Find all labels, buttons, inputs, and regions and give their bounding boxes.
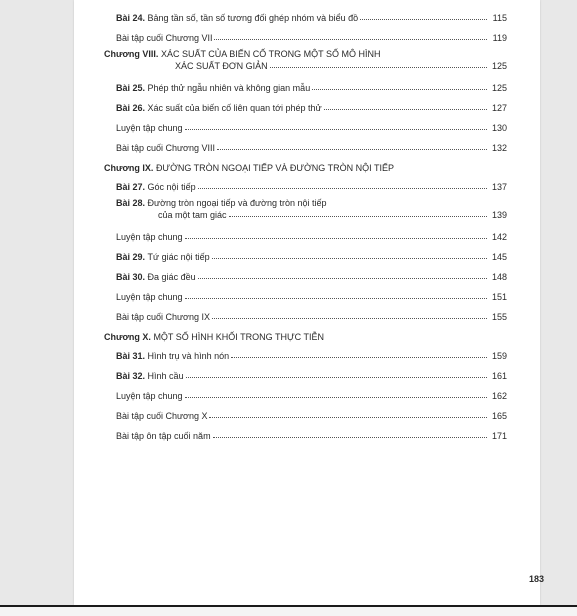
toc-page-number: 171 bbox=[491, 431, 507, 441]
toc-title: Góc nội tiếp bbox=[147, 182, 196, 192]
toc-page-number: 125 bbox=[491, 83, 507, 93]
toc-line bbox=[116, 307, 507, 327]
dot-leader bbox=[198, 277, 487, 279]
toc-line-continued bbox=[104, 56, 507, 76]
dot-leader bbox=[312, 88, 487, 90]
toc-title: Phép thử ngẫu nhiên và không gian mẫu bbox=[147, 83, 311, 93]
toc-label: Bài 29. bbox=[116, 252, 146, 262]
toc-label: Chương IX. bbox=[104, 163, 154, 173]
dot-leader bbox=[212, 257, 487, 259]
toc-page-number: 119 bbox=[492, 33, 507, 43]
next-page-edge bbox=[0, 607, 577, 616]
toc-title: Hình trụ và hình nón bbox=[147, 351, 230, 361]
toc-title: Luyện tập chung bbox=[116, 123, 183, 133]
toc-entry-content bbox=[116, 138, 507, 158]
toc-line bbox=[116, 406, 507, 426]
toc-entry[interactable] bbox=[104, 287, 507, 307]
toc-title: Tứ giác nội tiếp bbox=[147, 252, 210, 262]
toc-label: Bài 28. bbox=[116, 198, 146, 208]
toc-page-number: 165 bbox=[491, 411, 507, 421]
toc-page-number: 148 bbox=[491, 272, 507, 282]
toc-label: Bài 31. bbox=[116, 351, 146, 361]
dot-leader bbox=[324, 108, 487, 110]
dot-leader bbox=[212, 317, 487, 319]
toc-entry-content bbox=[116, 247, 507, 267]
toc-label: Bài 24. bbox=[116, 13, 146, 23]
toc-line bbox=[104, 158, 507, 178]
dot-leader bbox=[185, 128, 487, 130]
toc-line bbox=[116, 386, 507, 406]
toc-title: Bài tập cuối Chương VIII bbox=[116, 143, 215, 153]
toc-lesson[interactable] bbox=[104, 98, 507, 118]
dot-leader bbox=[213, 436, 487, 438]
toc-title: Xác suất của biến cố liên quan tới phép thử bbox=[147, 103, 322, 113]
toc-page-number: 145 bbox=[491, 252, 507, 262]
toc-entry[interactable] bbox=[104, 227, 507, 247]
toc-lesson[interactable] bbox=[104, 346, 507, 366]
toc-line bbox=[116, 138, 507, 158]
toc-entry-content bbox=[116, 227, 507, 247]
toc-page-number: 132 bbox=[491, 143, 507, 153]
toc-line bbox=[116, 98, 507, 118]
toc-label: Bài 26. bbox=[116, 103, 146, 113]
toc-line bbox=[116, 267, 507, 287]
toc-title: Bài tập cuối Chương X bbox=[116, 411, 208, 421]
toc-page-number: 137 bbox=[491, 182, 507, 192]
toc-page-number: 139 bbox=[491, 210, 507, 220]
toc-line bbox=[116, 366, 507, 386]
toc-title: Luyện tập chung bbox=[116, 232, 183, 242]
toc-title: Bài tập cuối Chương VII bbox=[116, 33, 213, 43]
dot-leader bbox=[270, 66, 487, 68]
dot-leader bbox=[360, 18, 487, 20]
toc-title: Đa giác đều bbox=[147, 272, 196, 282]
toc-entry[interactable] bbox=[104, 307, 507, 327]
toc-page-number: 162 bbox=[491, 391, 507, 401]
dot-leader bbox=[198, 187, 487, 189]
dot-leader bbox=[231, 356, 487, 358]
toc-line bbox=[116, 118, 507, 138]
toc-title-continued: của một tam giác bbox=[158, 210, 227, 220]
toc-entry[interactable] bbox=[104, 386, 507, 406]
toc-lesson[interactable] bbox=[104, 78, 507, 98]
dot-leader bbox=[214, 38, 487, 40]
toc-entry-content bbox=[116, 267, 507, 287]
toc-page-number: 127 bbox=[491, 103, 507, 113]
dot-leader bbox=[186, 376, 487, 378]
toc-entry-content bbox=[104, 48, 507, 78]
toc-line bbox=[116, 247, 507, 267]
toc-title: Luyện tập chung bbox=[116, 292, 183, 302]
toc-title: Bài tập ôn tập cuối năm bbox=[116, 431, 211, 441]
toc-entry-content bbox=[116, 346, 507, 366]
toc-title: Bài tập cuối Chương IX bbox=[116, 312, 210, 322]
toc-line bbox=[116, 346, 507, 366]
dot-leader bbox=[185, 297, 487, 299]
toc-entry[interactable] bbox=[104, 138, 507, 158]
toc-page-number: 161 bbox=[491, 371, 507, 381]
toc-entry-content bbox=[116, 8, 507, 28]
toc-page-number: 159 bbox=[491, 351, 507, 361]
toc-page-number: 125 bbox=[491, 61, 507, 71]
toc-label: Chương VIII. bbox=[104, 49, 159, 59]
toc-entry-content bbox=[116, 78, 507, 98]
dot-leader bbox=[209, 416, 487, 418]
dot-leader bbox=[217, 148, 487, 150]
toc-chapter[interactable] bbox=[104, 327, 507, 346]
toc-title: Đường tròn ngoại tiếp và đường tròn nội tiếp bbox=[147, 198, 327, 208]
page-number: 183 bbox=[529, 574, 545, 584]
toc-title-continued: XÁC SUẤT ĐƠN GIẢN bbox=[175, 61, 268, 71]
toc-entry[interactable] bbox=[104, 406, 507, 426]
toc-entry-content bbox=[116, 287, 507, 307]
toc-line bbox=[116, 227, 507, 247]
toc-entry-content bbox=[116, 118, 507, 138]
toc-entry-content bbox=[116, 366, 507, 386]
table-of-contents bbox=[104, 8, 507, 446]
toc-title: Bảng tần số, tần số tương đối ghép nhóm và biểu đồ bbox=[147, 13, 359, 23]
toc-entry-content bbox=[116, 386, 507, 406]
toc-lesson[interactable] bbox=[104, 8, 507, 28]
toc-line bbox=[116, 78, 507, 98]
toc-lesson[interactable] bbox=[104, 366, 507, 386]
toc-label: Bài 32. bbox=[116, 371, 146, 381]
toc-line bbox=[104, 327, 507, 347]
toc-line bbox=[116, 426, 507, 446]
toc-line bbox=[116, 287, 507, 307]
toc-line-continued bbox=[116, 205, 507, 225]
dot-leader bbox=[185, 237, 487, 239]
toc-lesson[interactable] bbox=[104, 247, 507, 267]
toc-entry-content bbox=[116, 426, 507, 446]
dot-leader bbox=[185, 396, 487, 398]
toc-page-number: 130 bbox=[491, 123, 507, 133]
toc-chapter[interactable] bbox=[104, 48, 507, 78]
toc-label: Bài 30. bbox=[116, 272, 146, 282]
toc-lesson[interactable] bbox=[104, 197, 507, 227]
toc-entry-content bbox=[116, 98, 507, 118]
toc-title: MỘT SỐ HÌNH KHỐI TRONG THỰC TIỄN bbox=[153, 332, 324, 342]
toc-entry-content bbox=[104, 158, 507, 177]
toc-lesson[interactable] bbox=[104, 267, 507, 287]
toc-entry-content bbox=[116, 406, 507, 426]
toc-title: ĐƯỜNG TRÒN NGOẠI TIẾP VÀ ĐƯỜNG TRÒN NỘI TIẾP bbox=[155, 163, 394, 173]
toc-entry-content bbox=[116, 197, 507, 227]
toc-page-number: 155 bbox=[491, 312, 507, 322]
toc-line bbox=[116, 8, 507, 28]
toc-title: Hình cầu bbox=[147, 371, 184, 381]
toc-entry[interactable] bbox=[104, 118, 507, 138]
toc-label: Bài 27. bbox=[116, 182, 146, 192]
dot-leader bbox=[229, 215, 487, 217]
toc-page-number: 151 bbox=[491, 292, 507, 302]
toc-title: Luyện tập chung bbox=[116, 391, 183, 401]
toc-entry-content bbox=[116, 307, 507, 327]
toc-page-number: 142 bbox=[491, 232, 507, 242]
toc-entry[interactable] bbox=[104, 426, 507, 446]
toc-page-number: 115 bbox=[492, 13, 507, 23]
toc-chapter[interactable] bbox=[104, 158, 507, 177]
toc-entry-content bbox=[104, 327, 507, 346]
document-page bbox=[74, 0, 545, 605]
toc-label: Bài 25. bbox=[116, 83, 146, 93]
toc-title: XÁC SUẤT CỦA BIẾN CỐ TRONG MỘT SỐ MÔ HÌNH bbox=[160, 49, 381, 59]
toc-label: Chương X. bbox=[104, 332, 151, 342]
